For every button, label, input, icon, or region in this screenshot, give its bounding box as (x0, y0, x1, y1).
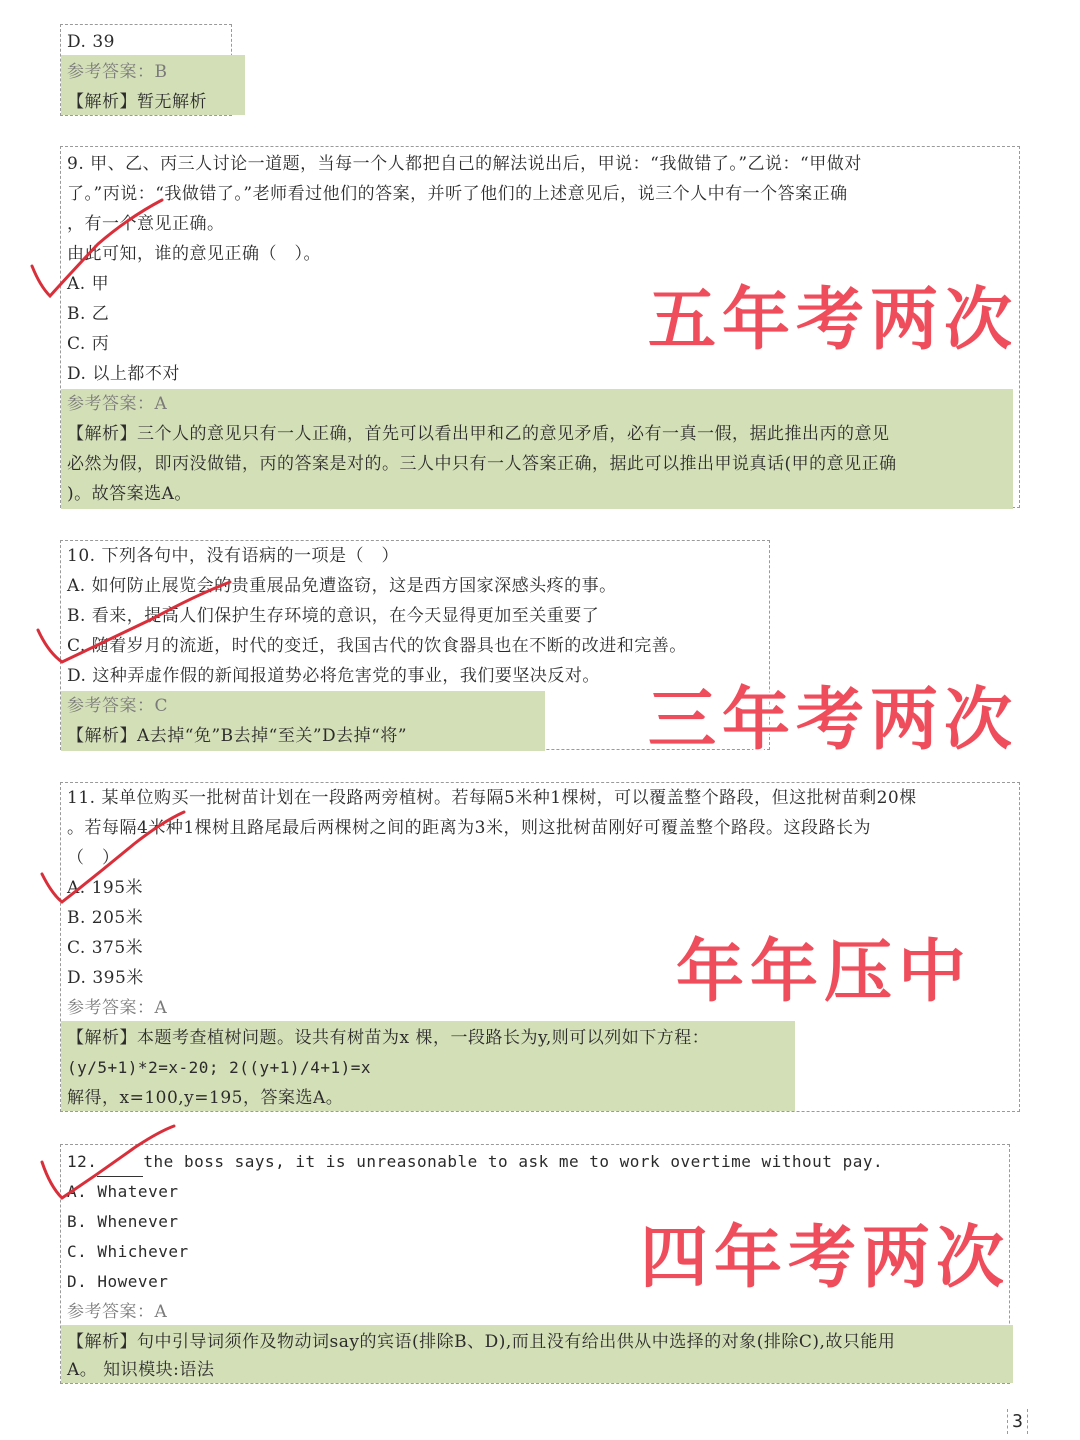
question-stem: 了。”丙说：“我做错了。”老师看过他们的答案，并听了他们的上述意见后，说三个人中有一个答案正确 (67, 184, 848, 204)
option-d: D. However (67, 1272, 169, 1291)
question-stem: 9. 甲、乙、丙三人讨论一道题，当每一个人都把自己的解法说出后，甲说：“我做错了。”乙说：“甲做对 (67, 154, 862, 174)
option-d: D. 这种弄虚作假的新闻报道势必将危害党的事业，我们要坚决反对。 (67, 666, 600, 686)
question-8-tail (60, 24, 232, 116)
option-b: B. Whenever (67, 1212, 179, 1231)
checkmark-icon (38, 808, 188, 908)
option-c: C. 随着岁月的流逝，时代的变迁，我国古代的饮食器具也在不断的改进和完善。 (67, 636, 687, 656)
option-d: D. 以上都不对 (67, 364, 180, 384)
analysis: 【解析】A去掉“免”B去掉“至关”D去掉“将” (67, 726, 408, 746)
question-stem: 11. 某单位购买一批树苗计划在一段路两旁植树。若每隔5米种1棵树，可以覆盖整个路段，但这批树苗剩20棵 (67, 788, 917, 808)
option-c: C. Whichever (67, 1242, 189, 1261)
analysis: )。故答案选A。 (67, 484, 192, 504)
frequency-stamp: 三年考两次 (648, 681, 1019, 760)
question-sentence: the boss says, it is unreasonable to ask me to work overtime without pay. (143, 1152, 884, 1171)
question-stem: （ ） (67, 848, 120, 868)
question-stem (67, 1147, 883, 1177)
option-a: A. 甲 (67, 274, 110, 294)
question-stem: ，有一个意见正确。 (67, 214, 225, 234)
option-b: B. 205米 (67, 908, 144, 928)
analysis: 【解析】句中引导词须作及物动词say的宾语(排除B、D),而且没有给出供从中选择的对象(排除C),故只能用 (67, 1332, 896, 1352)
reference-answer: 参考答案：B (67, 62, 168, 82)
option-c: C. 丙 (67, 334, 110, 354)
frequency-stamp: 年年压中 (676, 933, 973, 1012)
option-d: D. 395米 (67, 968, 144, 988)
option-a: A. 如何防止展览会的贵重展品免遭盗窃，这是西方国家深感头疼的事。 (67, 576, 617, 596)
question-stem: 由此可知，谁的意见正确（ ）。 (67, 244, 321, 264)
option-b: B. 看来，提高人们保护生存环境的意识，在今天显得更加至关重要了 (67, 606, 600, 626)
option-b: B. 乙 (67, 304, 110, 324)
analysis: 解得，x=100,y=195，答案选A。 (67, 1088, 344, 1108)
question-stem: 。若每隔4米种1棵树且路尾最后两棵树之间的距离为3米，则这批树苗刚好可覆盖整个路段。这段路长为 (67, 818, 871, 838)
question-number: 12. (67, 1152, 98, 1171)
analysis: 【解析】暂无解析 (67, 92, 207, 112)
option-a: A. 195米 (67, 878, 144, 898)
option-a: A. Whatever (67, 1182, 179, 1201)
analysis: 【解析】本题考查植树问题。设共有树苗为x 棵，一段路长为y,则可以列如下方程： (67, 1028, 710, 1048)
reference-answer: 参考答案：A (67, 394, 168, 414)
page-number: 3 (1007, 1409, 1028, 1434)
analysis: 【解析】三个人的意见只有一人正确，首先可以看出甲和乙的意见矛盾，必有一真一假，据此推出丙的意见 (67, 424, 890, 444)
reference-answer: 参考答案：A (67, 1302, 168, 1322)
analysis-equations: (y/5+1)*2=x-20; 2((y+1)/4+1)=x (67, 1058, 371, 1077)
option-d: D. 39 (67, 32, 115, 52)
option-c: C. 375米 (67, 938, 144, 958)
analysis: 必然为假，即丙没做错，丙的答案是对的。三人中只有一人答案正确，据此可以推出甲说真话(甲的意见正确 (67, 454, 897, 474)
reference-answer: 参考答案：C (67, 696, 169, 716)
reference-answer: 参考答案：A (67, 998, 168, 1018)
frequency-stamp: 四年考两次 (640, 1219, 1011, 1298)
checkmark-icon (28, 196, 168, 306)
analysis: A。 知识模块:语法 (67, 1360, 215, 1380)
checkmark-icon (34, 578, 234, 674)
question-stem: 10. 下列各句中，没有语病的一项是（ ） (67, 546, 399, 566)
frequency-stamp: 五年考两次 (648, 281, 1019, 360)
checkmark-icon (38, 1122, 178, 1212)
